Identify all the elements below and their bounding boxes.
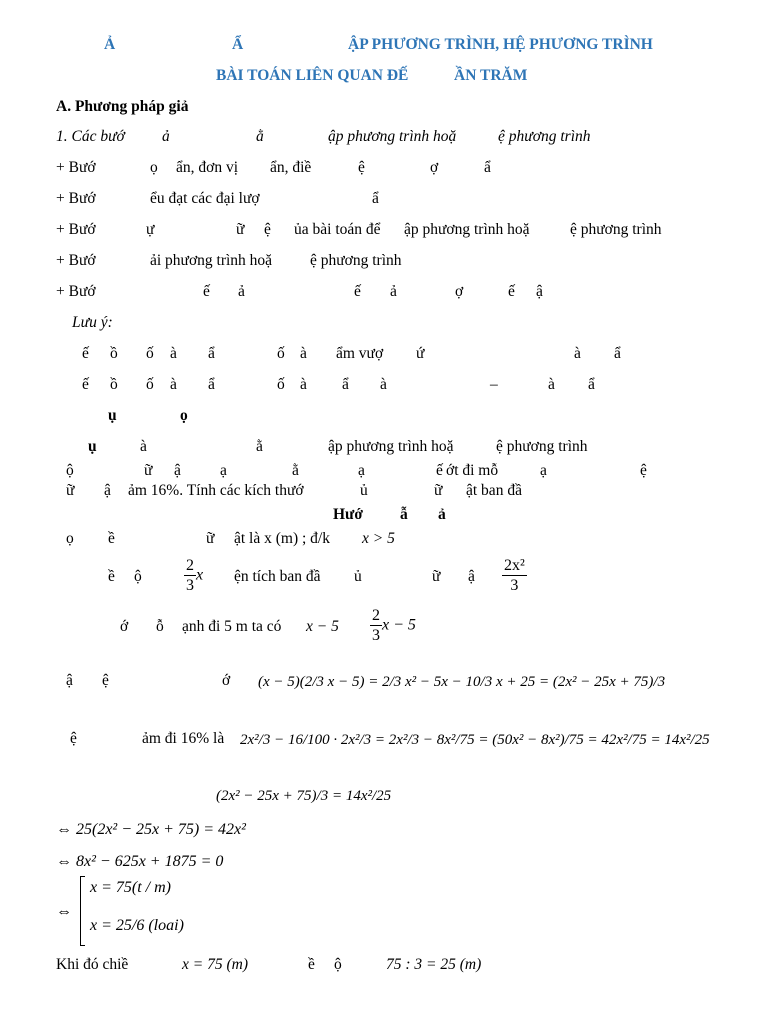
example-text: ệ phương trình bbox=[496, 438, 588, 455]
step-text: ệ bbox=[358, 159, 365, 176]
note-text: ẩm vượ bbox=[336, 345, 384, 362]
note-label: Lưu ý: bbox=[72, 314, 113, 331]
method-title: 1. Các bướ bbox=[56, 128, 125, 145]
example-text: ủ bbox=[360, 482, 368, 499]
solution-heading: ả bbox=[438, 506, 446, 523]
step-text: ả bbox=[238, 283, 245, 300]
method-title: ập phương trình hoặ bbox=[328, 128, 457, 145]
example-text: ằ bbox=[292, 462, 299, 479]
solution-text: Khi đó chiề bbox=[56, 956, 129, 973]
math-expr: x − 5 bbox=[382, 616, 416, 634]
step-text: ợ bbox=[455, 283, 464, 300]
equation-area-84-percent: 2x²/3 − 16/100 · 2x²/3 = 2x²/3 − 8x²/75 = (50x² − 8x²)/75 = 42x²/75 = 14x²/25 bbox=[240, 732, 710, 748]
solution-text: ệ bbox=[102, 672, 109, 689]
equation-main: (2x² − 25x + 75)/3 = 14x²/25 bbox=[216, 788, 392, 804]
note-text: ẩ bbox=[614, 345, 621, 362]
example-text: ảm 16%. Tính các kích thướ bbox=[128, 482, 304, 499]
note-text: ố bbox=[277, 376, 285, 393]
note-text: à bbox=[548, 376, 555, 393]
solution-text: ộ bbox=[334, 956, 342, 973]
header-fragment: Ẩ bbox=[232, 36, 244, 53]
note-text: à bbox=[380, 376, 387, 393]
step-text: + Bướ bbox=[56, 190, 96, 207]
frac-den: 3 bbox=[510, 577, 519, 594]
method-title: ệ phương trình bbox=[498, 128, 591, 145]
step-text: ệ bbox=[264, 221, 271, 238]
example-text: ạ bbox=[220, 462, 227, 479]
note-text: ồ bbox=[110, 345, 118, 362]
note-text: ẩ bbox=[208, 345, 215, 362]
solution-text: ọ bbox=[66, 530, 74, 547]
frac-den: 3 bbox=[372, 627, 380, 644]
example-text: ộ bbox=[66, 462, 74, 479]
note-text: ứ bbox=[416, 345, 425, 362]
fraction-area-initial bbox=[502, 556, 527, 595]
note-text: à bbox=[170, 345, 177, 362]
example-text: ệ bbox=[640, 462, 647, 479]
fraction-two-thirds-x bbox=[184, 556, 203, 595]
step-text: + Bướ bbox=[56, 159, 96, 176]
equation-quadratic: ⇔ 8x² − 625x + 1875 = 0 bbox=[56, 853, 224, 870]
example-text: ập phương trình hoặ bbox=[328, 438, 454, 455]
solution-text: ậ bbox=[468, 568, 475, 585]
step-text: ế bbox=[508, 283, 515, 300]
solution-text: ớ bbox=[120, 618, 129, 635]
step-text: + Bướ bbox=[56, 252, 96, 269]
frac-den: 3 bbox=[186, 577, 194, 594]
math-x-minus-5: x − 5 bbox=[306, 618, 339, 635]
header-fragment: BÀI TOÁN LIÊN QUAN ĐẾ bbox=[216, 67, 409, 84]
note-text: – bbox=[490, 376, 498, 393]
example-text: à bbox=[140, 438, 147, 455]
step-text: ợ bbox=[430, 159, 439, 176]
step-text: ải phương trình hoặ bbox=[150, 252, 273, 269]
step-text: ệ phương trình bbox=[310, 252, 402, 269]
solution-text: ề bbox=[108, 568, 115, 585]
solution-text: ạnh đi 5 m ta có bbox=[182, 618, 282, 635]
step-text: ệ phương trình bbox=[570, 221, 662, 238]
step-text: ả bbox=[390, 283, 397, 300]
example-text: ật ban đầ bbox=[466, 482, 522, 499]
note-text: ố bbox=[146, 345, 154, 362]
solution-text: ậ bbox=[66, 672, 73, 689]
step-text: ẩn, đơn vị bbox=[176, 159, 239, 176]
example-heading: ụ bbox=[108, 407, 117, 424]
step-text: + Bướ bbox=[56, 283, 96, 300]
solution-text: ảm đi 16% là bbox=[142, 730, 225, 747]
example-heading: ọ bbox=[180, 407, 188, 424]
note-text: à bbox=[300, 345, 307, 362]
note-text: ố bbox=[277, 345, 285, 362]
solution-text: ện tích ban đầ bbox=[234, 568, 321, 585]
solution-text: ữ bbox=[206, 530, 215, 547]
example-text: ằ bbox=[256, 438, 263, 455]
header-fragment: ẦN TRĂM bbox=[454, 67, 528, 84]
step-text: + Bướ bbox=[56, 221, 96, 238]
step-text: ọ bbox=[150, 159, 158, 176]
final-length: x = 75 (m) bbox=[182, 956, 248, 973]
note-text: ẩ bbox=[588, 376, 595, 393]
step-text: ểu đạt các đại lượ bbox=[150, 190, 260, 207]
solution-text: ủ bbox=[354, 568, 362, 585]
header-fragment: Ả bbox=[104, 36, 116, 53]
condition-math: x > 5 bbox=[362, 530, 395, 547]
note-text: ế bbox=[82, 345, 89, 362]
solution-heading: Hướ bbox=[333, 506, 363, 523]
step-text: ự bbox=[146, 221, 155, 238]
equation-expanded: ⇔ 25(2x² − 25x + 75) = 42x² bbox=[56, 821, 246, 838]
example-text: ụ bbox=[88, 438, 97, 455]
note-text: ố bbox=[146, 376, 154, 393]
note-text: ẩ bbox=[342, 376, 349, 393]
step-text: ẩ bbox=[372, 190, 379, 207]
step-text: ế bbox=[203, 283, 210, 300]
note-text: ồ bbox=[110, 376, 118, 393]
step-text: ẩ bbox=[484, 159, 491, 176]
section-heading: A. Phương pháp giả bbox=[56, 98, 189, 115]
solution-text: ệ bbox=[70, 730, 77, 747]
solution-rejected: x = 25/6 (loai) bbox=[90, 917, 184, 934]
example-text: ữ bbox=[434, 482, 443, 499]
final-width: 75 : 3 = 25 (m) bbox=[386, 956, 482, 973]
step-text: ế bbox=[354, 283, 361, 300]
solution-valid: x = 75(t / m) bbox=[90, 879, 171, 896]
math-var: x bbox=[196, 566, 204, 584]
example-text: ạ bbox=[358, 462, 365, 479]
note-text: à bbox=[170, 376, 177, 393]
example-text: ế bbox=[436, 462, 443, 479]
step-text: ữ bbox=[236, 221, 245, 238]
note-text: à bbox=[300, 376, 307, 393]
example-text: ậ bbox=[104, 482, 111, 499]
frac-num: 2x² bbox=[504, 557, 525, 574]
example-text: ữ bbox=[144, 462, 153, 479]
step-text: ẩn, điề bbox=[270, 159, 312, 176]
equation-area-reduced: (x − 5)(2/3 x − 5) = 2/3 x² − 5x − 10/3 x + 25 = (2x² − 25x + 75)/3 bbox=[258, 674, 666, 690]
note-text: à bbox=[574, 345, 581, 362]
method-title: ằ bbox=[256, 128, 264, 145]
note-text: ế bbox=[82, 376, 89, 393]
solution-text: ật là x (m) ; đ/k bbox=[234, 530, 330, 547]
solution-text: ữ bbox=[432, 568, 441, 585]
equivalence-arrow: ⇔ bbox=[56, 903, 72, 920]
step-text: ập phương trình hoặ bbox=[404, 221, 530, 238]
example-text: ạ bbox=[540, 462, 547, 479]
solution-text: ề bbox=[308, 956, 315, 973]
note-text: ẩ bbox=[208, 376, 215, 393]
solution-text: ớ bbox=[222, 672, 231, 689]
solution-bracket bbox=[80, 876, 85, 946]
step-text: ủa bài toán để bbox=[294, 221, 381, 238]
solution-text: ỗ bbox=[156, 618, 164, 635]
solution-text: ộ bbox=[134, 568, 142, 585]
frac-num: 2 bbox=[372, 607, 380, 624]
solution-heading: ẫ bbox=[400, 506, 408, 523]
example-text: ớt đi mỗ bbox=[446, 462, 499, 479]
frac-num: 2 bbox=[186, 557, 194, 574]
step-text: ậ bbox=[536, 283, 543, 300]
math-two-thirds-x-minus-5 bbox=[370, 606, 416, 645]
method-title: ả bbox=[162, 128, 170, 145]
header-fragment: ẬP PHƯƠNG TRÌNH, HỆ PHƯƠNG TRÌNH bbox=[348, 36, 653, 53]
example-text: ậ bbox=[174, 462, 181, 479]
solution-text: ề bbox=[108, 530, 115, 547]
example-text: ữ bbox=[66, 482, 75, 499]
